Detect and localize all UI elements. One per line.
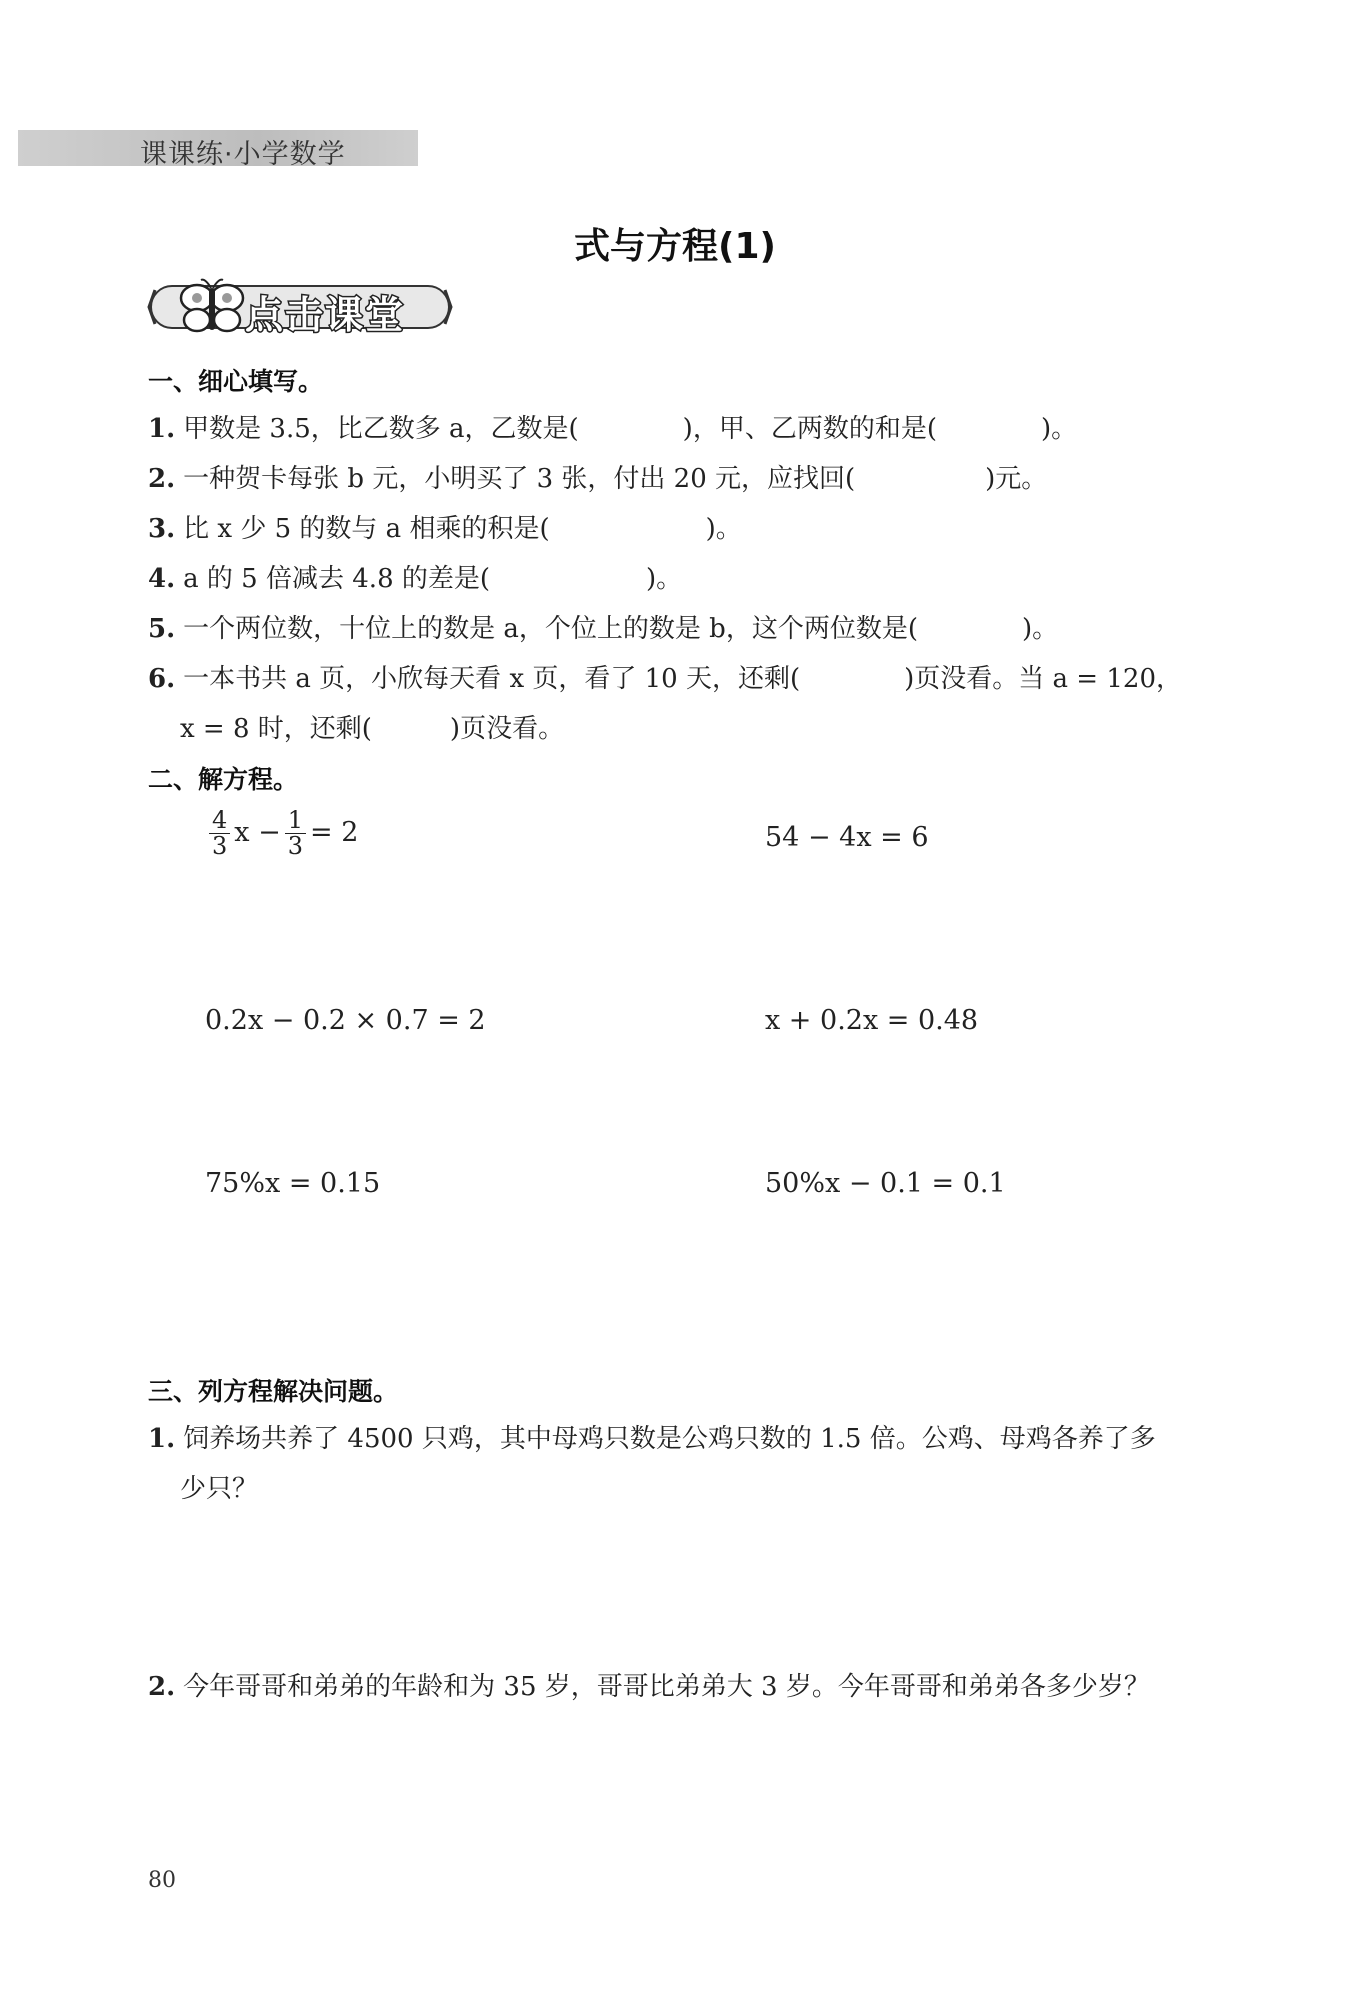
section-banner — [145, 278, 455, 336]
item-text: 今年哥哥和弟弟的年龄和为 35 岁，哥哥比弟弟大 3 岁。今年哥哥和弟弟各多少岁？ — [183, 1672, 1150, 1702]
fraction — [285, 808, 306, 859]
fraction — [209, 808, 230, 859]
item-number: 2. — [148, 1672, 176, 1702]
problem-1 — [148, 1418, 1156, 1455]
item-number: 6. — [148, 664, 176, 694]
equation-1 — [205, 808, 358, 859]
equation-3: 0.2x − 0.2 × 0.7 = 2 — [205, 1005, 486, 1036]
equation-4: x + 0.2x = 0.48 — [765, 1005, 979, 1036]
item-number: 1. — [148, 414, 176, 444]
item-text: 一本书共 a 页，小欣每天看 x 页，看了 10 天，还剩( )页没看。当 a = 120， — [183, 664, 1182, 694]
numerator: 1 — [285, 808, 306, 834]
problem-2 — [148, 1666, 1150, 1703]
page-number: 80 — [148, 1868, 176, 1893]
problem-1-cont: 少只？ — [180, 1474, 259, 1504]
equation-5: 75%x = 0.15 — [205, 1168, 381, 1199]
fill-item-4 — [148, 558, 682, 595]
fill-item-2 — [148, 458, 1047, 495]
eq-end: = 2 — [310, 817, 359, 849]
item-number: 4. — [148, 564, 176, 594]
butterfly-icon — [175, 278, 255, 336]
page-title: 式与方程(1) — [574, 226, 776, 267]
denominator: 3 — [212, 832, 228, 861]
item-text: 一个两位数，十位上的数是 a，个位上的数是 b，这个两位数是( )。 — [183, 614, 1059, 644]
item-number: 5. — [148, 614, 176, 644]
item-text: 饲养场共养了 4500 只鸡，其中母鸡只数是公鸡只数的 1.5 倍。公鸡、母鸡各养了多 — [183, 1424, 1156, 1454]
item-text: a 的 5 倍减去 4.8 的差是( )。 — [183, 564, 683, 594]
item-text: 甲数是 3.5，比乙数多 a，乙数是( )，甲、乙两数的和是( )。 — [183, 414, 1078, 444]
item-number: 2. — [148, 464, 176, 494]
equation-2: 54 − 4x = 6 — [765, 822, 929, 853]
numerator: 4 — [209, 808, 230, 834]
section1-heading: 一、细心填写。 — [148, 367, 324, 396]
section2-heading: 二、解方程。 — [148, 765, 299, 794]
section3-heading: 三、列方程解决问题。 — [148, 1377, 399, 1406]
item-number: 1. — [148, 1424, 176, 1454]
fill-item-6-cont: x = 8 时，还剩( )页没看。 — [180, 714, 565, 744]
eq-mid: x − — [234, 817, 281, 849]
fill-item-5 — [148, 608, 1058, 645]
header-text: 课课练·小学数学 — [140, 139, 346, 170]
item-text: 一种贺卡每张 b 元，小明买了 3 张，付出 20 元，应找回( )元。 — [183, 464, 1048, 494]
fill-item-6 — [148, 658, 1182, 695]
denominator: 3 — [287, 832, 303, 861]
fill-item-1 — [148, 408, 1077, 445]
banner-label: 点击课堂 — [245, 293, 406, 337]
equation-6: 50%x − 0.1 = 0.1 — [765, 1168, 1006, 1199]
fill-item-3 — [148, 508, 742, 545]
item-number: 3. — [148, 514, 176, 544]
item-text: 比 x 少 5 的数与 a 相乘的积是( )。 — [183, 514, 742, 544]
